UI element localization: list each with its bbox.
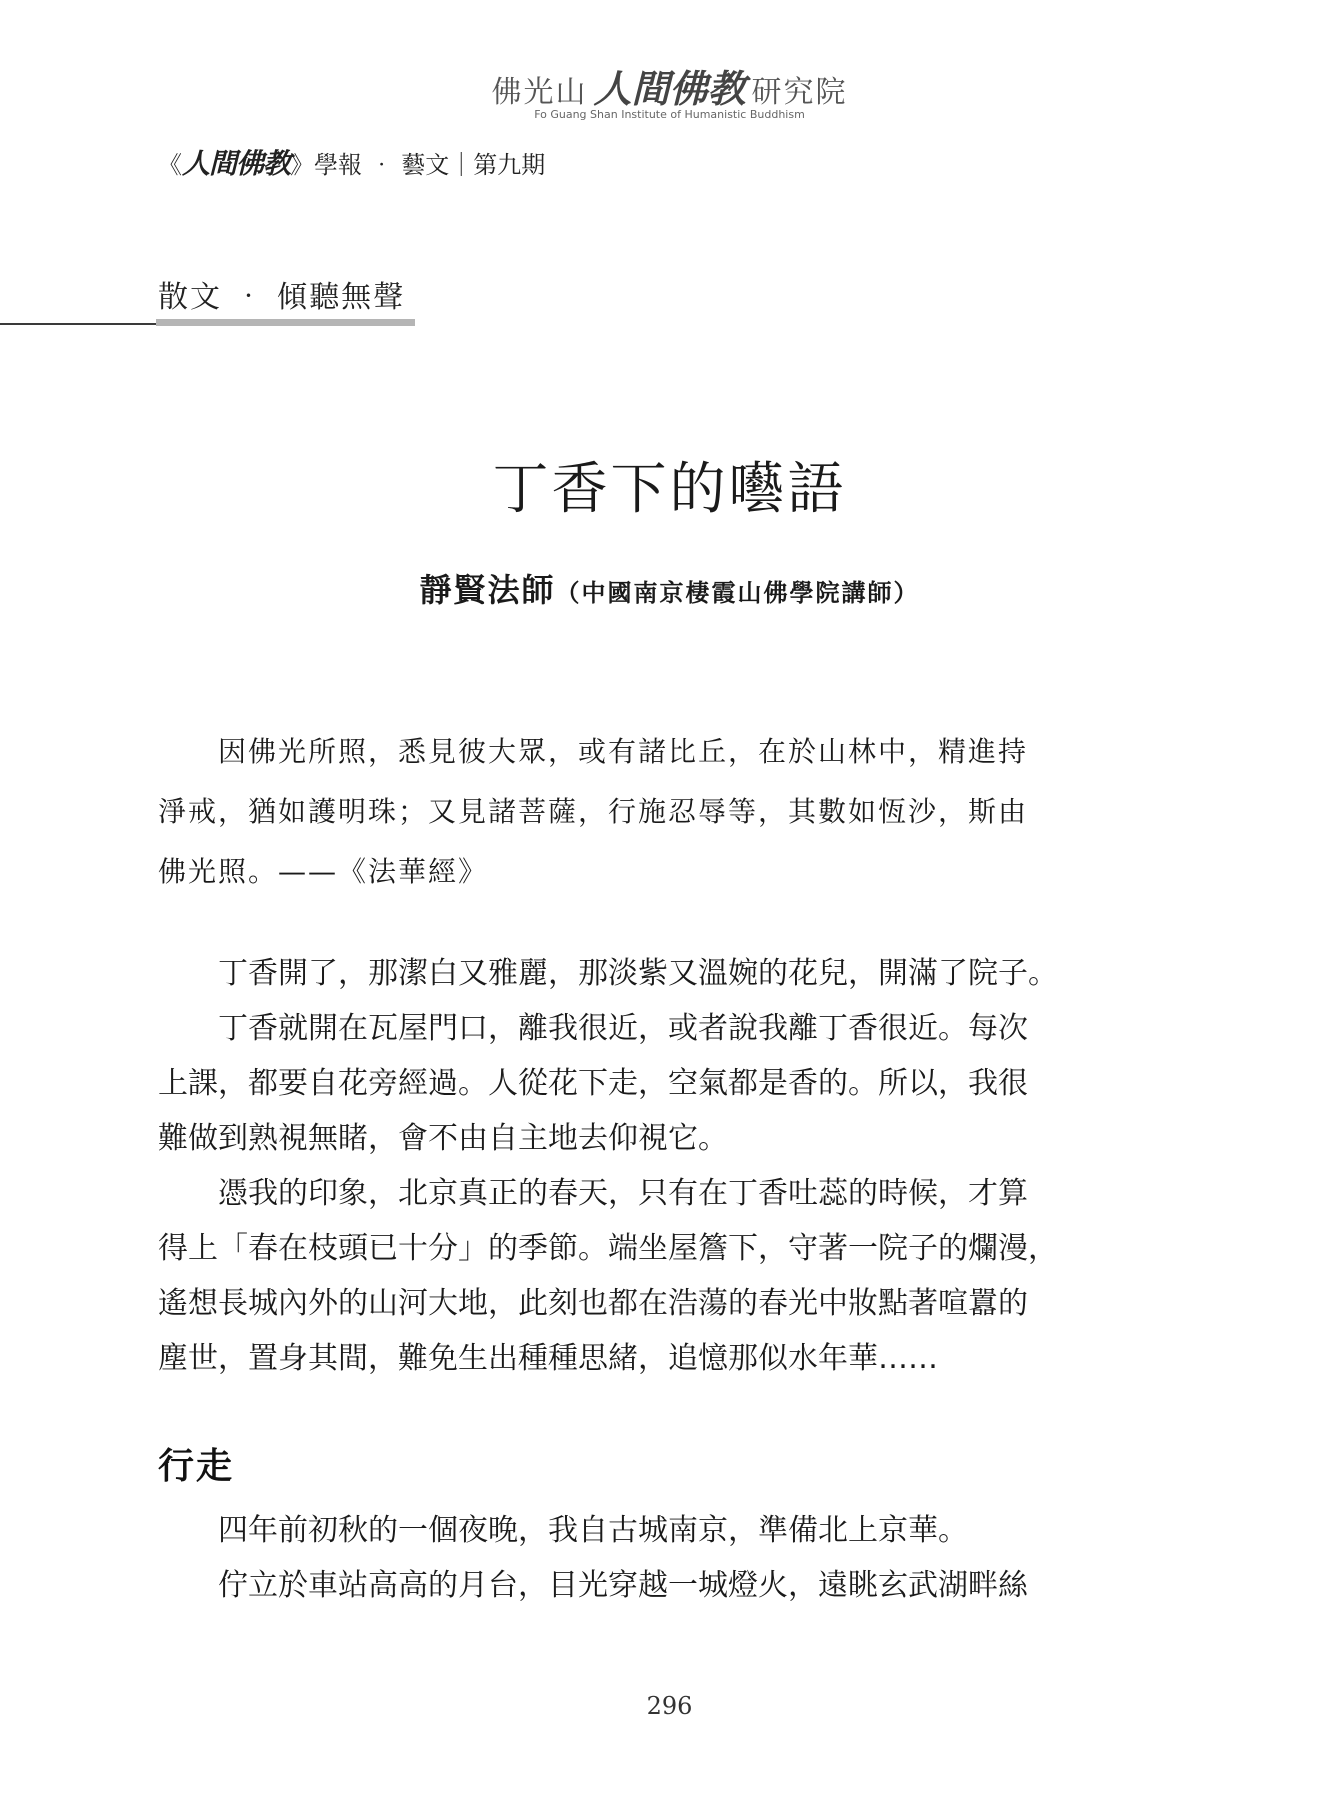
quote-line: 因佛光所照，悉見彼大眾，或有諸比丘，在於山林中，精進持 [158, 735, 1029, 768]
author-name: 靜賢法師 [419, 571, 556, 609]
body-line: 四年前初秋的一個夜晚，我自古城南京，準備北上京華。 [158, 1513, 968, 1548]
institute-suffix: 研究院 [751, 75, 848, 110]
page-number: 296 [646, 1692, 693, 1720]
journal-line [158, 142, 545, 182]
quote-line: 淨戒，猶如護明珠；又見諸菩薩，行施忍辱等，其數如恆沙，斯由 [158, 795, 1029, 828]
body-line: 佇立於車站高高的月台，目光穿越一城燈火，遠眺玄武湖畔絲 [158, 1568, 1028, 1603]
body-line: 得上「春在枝頭已十分」的季節。端坐屋簷下，守著一院子的爛漫， [158, 1231, 1058, 1266]
institute-english-name: Fo Guang Shan Institute of Humanistic Buddhism [534, 108, 805, 121]
journal-issue: 》學報 ‧ 藝文｜第九期 [290, 151, 546, 179]
institute-brand-logo: 人間佛教 [593, 66, 746, 111]
subheading: 行走 [158, 1445, 235, 1487]
body-line: 遙想長城內外的山河大地，此刻也都在浩蕩的春光中妝點著喧囂的 [158, 1286, 1028, 1321]
section-label: 散文 ‧ 傾聽無聲 [158, 280, 406, 315]
body-line: 憑我的印象，北京真正的春天，只有在丁香吐蕊的時候，才算 [158, 1176, 1028, 1211]
body-line: 丁香就開在瓦屋門口，離我很近，或者說我離丁香很近。每次 [158, 1011, 1028, 1046]
institute-prefix: 佛光山 [491, 75, 588, 110]
author-line [0, 565, 1339, 611]
author-affiliation: （中國南京棲霞山佛學院講師） [555, 578, 920, 607]
journal-open-bracket: 《 [158, 151, 182, 179]
institute-header [0, 58, 1339, 113]
quote-line: 佛光照。——《法華經》 [158, 855, 489, 888]
article-title: 丁香下的囈語 [492, 457, 847, 522]
body-line: 上課，都要自花旁經過。人從花下走，空氣都是香的。所以，我很 [158, 1066, 1028, 1101]
body-line: 難做到熟視無睹，會不由自主地去仰視它。 [158, 1121, 728, 1156]
section-underline [156, 319, 415, 326]
body-line: 塵世，置身其間，難免生出種種思緒，追憶那似水年華…… [158, 1341, 938, 1376]
epigraph-quote [158, 722, 1138, 902]
body-line: 丁香開了，那潔白又雅麗，那淡紫又溫婉的花兒，開滿了院子。 [158, 956, 1058, 991]
journal-brand: 人間佛教 [182, 147, 291, 180]
